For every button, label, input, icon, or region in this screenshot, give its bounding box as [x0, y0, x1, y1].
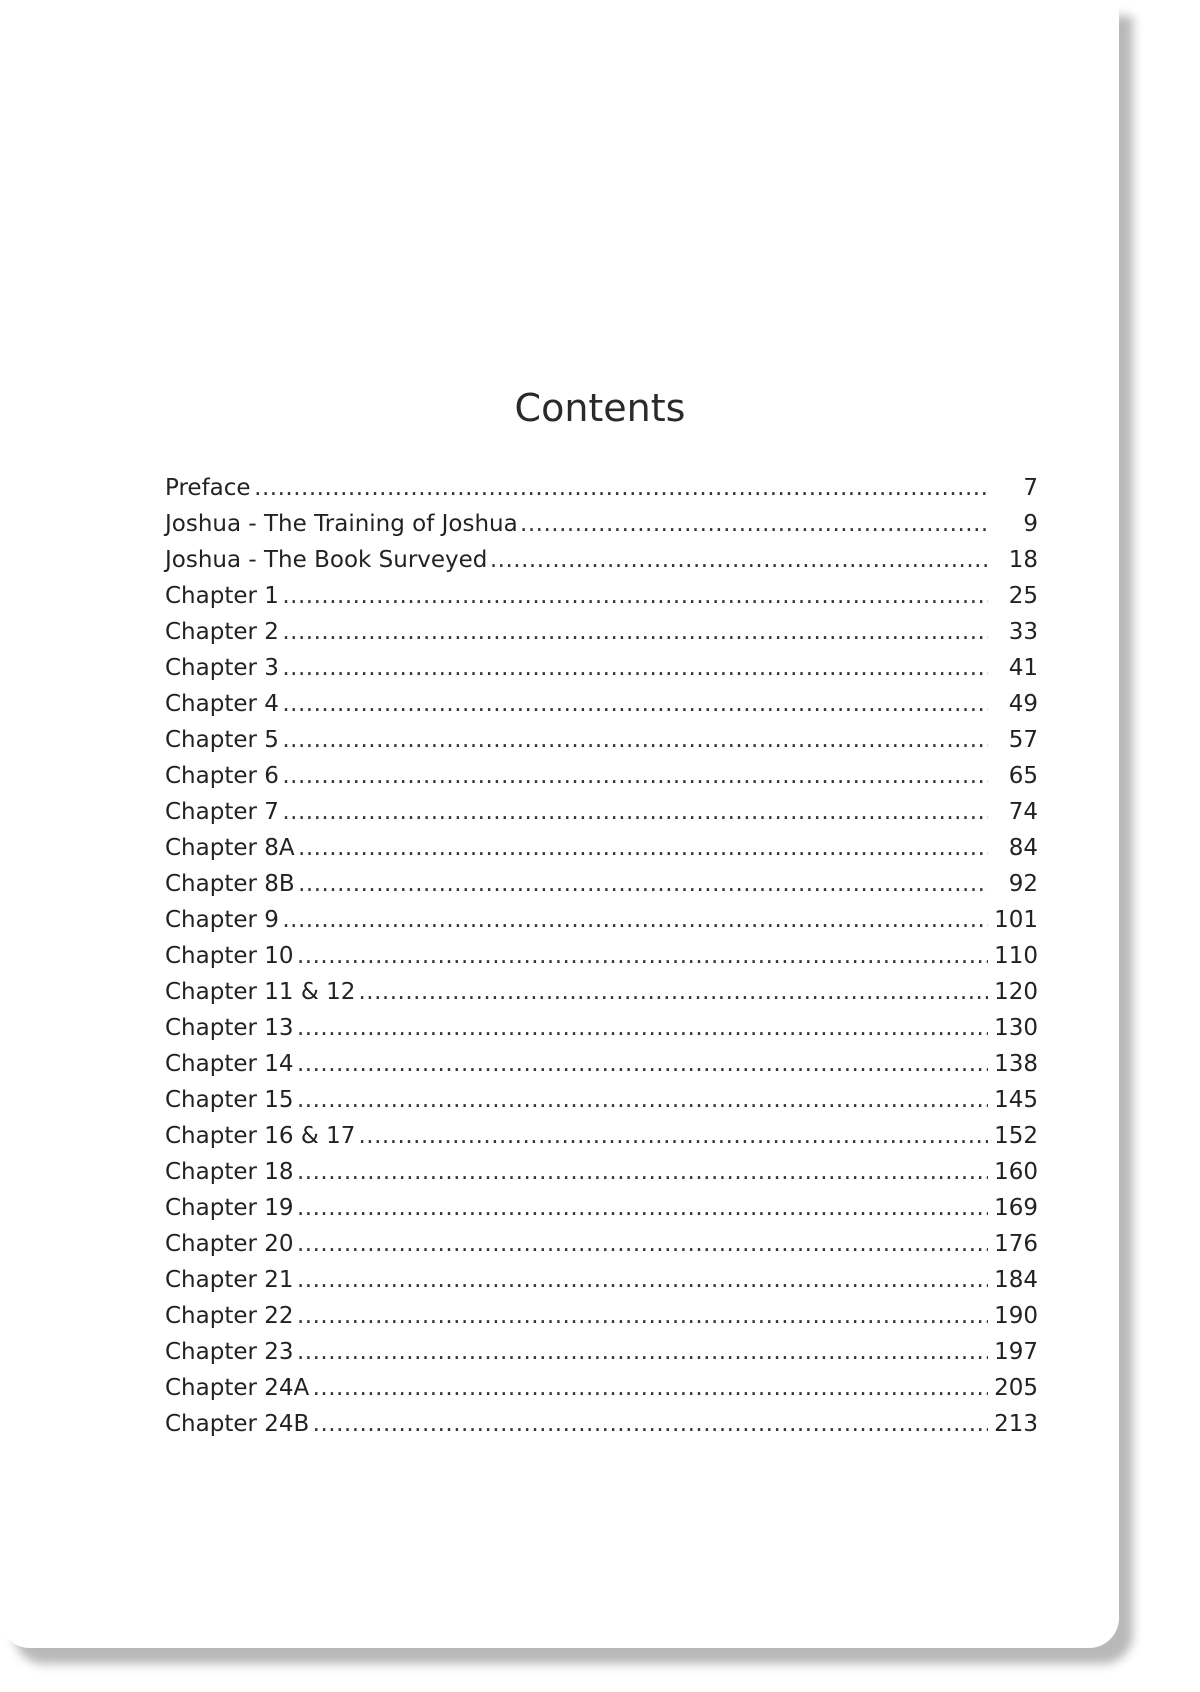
toc-entry-page: 7 — [1023, 475, 1038, 501]
toc-entry-page: 130 — [994, 1015, 1038, 1041]
toc-dot-leader — [282, 794, 988, 830]
toc-dot-leader — [282, 578, 988, 614]
toc-dot-leader — [282, 686, 988, 722]
toc-entry-label: Chapter 11 & 12 — [165, 979, 356, 1005]
toc-entry[interactable] — [165, 614, 1038, 650]
toc-dot-leader — [282, 758, 988, 794]
toc-entry-page: 145 — [994, 1087, 1038, 1113]
toc-entry-label: Chapter 19 — [165, 1195, 294, 1221]
toc-entry-page: 41 — [1008, 655, 1038, 681]
toc-entry-page: 9 — [1023, 511, 1038, 537]
toc-entry-page: 197 — [994, 1339, 1038, 1365]
toc-entry-page: 101 — [994, 907, 1038, 933]
toc-dot-leader — [358, 974, 988, 1010]
toc-entry-label: Chapter 15 — [165, 1087, 294, 1113]
toc-dot-leader — [282, 902, 988, 938]
toc-entry-page: 176 — [994, 1231, 1038, 1257]
toc-entry[interactable] — [165, 902, 1038, 938]
toc-entry[interactable] — [165, 542, 1038, 578]
toc-entry-label: Chapter 3 — [165, 655, 279, 681]
toc-dot-leader — [358, 1118, 988, 1154]
toc-entry[interactable] — [165, 938, 1038, 974]
toc-dot-leader — [254, 470, 988, 506]
table-of-contents — [165, 470, 1038, 1442]
toc-dot-leader — [298, 866, 988, 902]
toc-entry-label: Chapter 8A — [165, 835, 295, 861]
toc-entry-page: 205 — [994, 1375, 1038, 1401]
toc-entry-page: 74 — [1008, 799, 1038, 825]
toc-dot-leader — [298, 830, 988, 866]
toc-entry-page: 169 — [994, 1195, 1038, 1221]
toc-dot-leader — [520, 506, 988, 542]
toc-entry[interactable] — [165, 1118, 1038, 1154]
toc-entry-label: Chapter 4 — [165, 691, 279, 717]
toc-entry-page: 49 — [1008, 691, 1038, 717]
toc-entry-label: Joshua - The Book Surveyed — [165, 547, 488, 573]
toc-entry-label: Chapter 10 — [165, 943, 294, 969]
toc-dot-leader — [490, 542, 988, 578]
toc-entry-label: Chapter 7 — [165, 799, 279, 825]
toc-dot-leader — [313, 1370, 988, 1406]
toc-entry[interactable] — [165, 686, 1038, 722]
toc-dot-leader — [282, 614, 988, 650]
toc-entry-page: 92 — [1008, 871, 1038, 897]
toc-entry[interactable] — [165, 1010, 1038, 1046]
toc-entry-label: Chapter 18 — [165, 1159, 294, 1185]
toc-entry[interactable] — [165, 1046, 1038, 1082]
toc-entry-label: Chapter 9 — [165, 907, 279, 933]
toc-entry-page: 25 — [1008, 583, 1038, 609]
toc-entry-page: 190 — [994, 1303, 1038, 1329]
toc-entry-label: Chapter 24B — [165, 1411, 310, 1437]
toc-dot-leader — [297, 1154, 988, 1190]
toc-entry-page: 65 — [1008, 763, 1038, 789]
toc-dot-leader — [297, 1082, 988, 1118]
toc-dot-leader — [297, 1010, 988, 1046]
toc-entry[interactable] — [165, 1226, 1038, 1262]
toc-dot-leader — [282, 722, 988, 758]
toc-entry-page: 57 — [1008, 727, 1038, 753]
toc-entry-label: Chapter 5 — [165, 727, 279, 753]
toc-entry-page: 33 — [1008, 619, 1038, 645]
toc-dot-leader — [313, 1406, 988, 1442]
toc-entry-label: Chapter 22 — [165, 1303, 294, 1329]
toc-entry[interactable] — [165, 794, 1038, 830]
toc-dot-leader — [297, 1226, 988, 1262]
toc-entry[interactable] — [165, 1370, 1038, 1406]
toc-dot-leader — [297, 1262, 988, 1298]
toc-entry-page: 184 — [994, 1267, 1038, 1293]
toc-entry[interactable] — [165, 830, 1038, 866]
toc-entry-label: Chapter 20 — [165, 1231, 294, 1257]
toc-entry[interactable] — [165, 1154, 1038, 1190]
toc-entry-label: Chapter 23 — [165, 1339, 294, 1365]
toc-entry-label: Preface — [165, 475, 251, 501]
toc-entry-page: 84 — [1008, 835, 1038, 861]
toc-entry-label: Chapter 16 & 17 — [165, 1123, 356, 1149]
toc-dot-leader — [297, 938, 988, 974]
toc-entry[interactable] — [165, 758, 1038, 794]
toc-entry[interactable] — [165, 578, 1038, 614]
toc-entry-page: 213 — [994, 1411, 1038, 1437]
toc-entry-label: Chapter 6 — [165, 763, 279, 789]
toc-entry[interactable] — [165, 974, 1038, 1010]
toc-entry-page: 138 — [994, 1051, 1038, 1077]
toc-entry[interactable] — [165, 866, 1038, 902]
toc-entry[interactable] — [165, 1406, 1038, 1442]
toc-dot-leader — [297, 1298, 988, 1334]
toc-entry[interactable] — [165, 1334, 1038, 1370]
toc-entry-label: Chapter 21 — [165, 1267, 294, 1293]
toc-dot-leader — [297, 1046, 988, 1082]
toc-entry-page: 18 — [1008, 547, 1038, 573]
toc-entry[interactable] — [165, 1262, 1038, 1298]
toc-entry-page: 120 — [994, 979, 1038, 1005]
toc-entry-page: 152 — [994, 1123, 1038, 1149]
toc-entry-label: Chapter 14 — [165, 1051, 294, 1077]
toc-entry-page: 160 — [994, 1159, 1038, 1185]
toc-dot-leader — [282, 650, 988, 686]
toc-entry-label: Chapter 8B — [165, 871, 295, 897]
toc-dot-leader — [297, 1334, 988, 1370]
toc-entry-label: Chapter 1 — [165, 583, 279, 609]
toc-entry[interactable] — [165, 470, 1038, 506]
toc-entry[interactable] — [165, 1082, 1038, 1118]
toc-entry-page: 110 — [994, 943, 1038, 969]
toc-entry-label: Chapter 24A — [165, 1375, 310, 1401]
toc-entry[interactable] — [165, 722, 1038, 758]
page-title: Contents — [514, 386, 686, 430]
toc-entry[interactable] — [165, 1190, 1038, 1226]
toc-entry-label: Joshua - The Training of Joshua — [165, 511, 518, 537]
toc-entry[interactable] — [165, 1298, 1038, 1334]
toc-entry-label: Chapter 13 — [165, 1015, 294, 1041]
toc-entry[interactable] — [165, 650, 1038, 686]
toc-dot-leader — [297, 1190, 988, 1226]
toc-entry[interactable] — [165, 506, 1038, 542]
toc-entry-label: Chapter 2 — [165, 619, 279, 645]
